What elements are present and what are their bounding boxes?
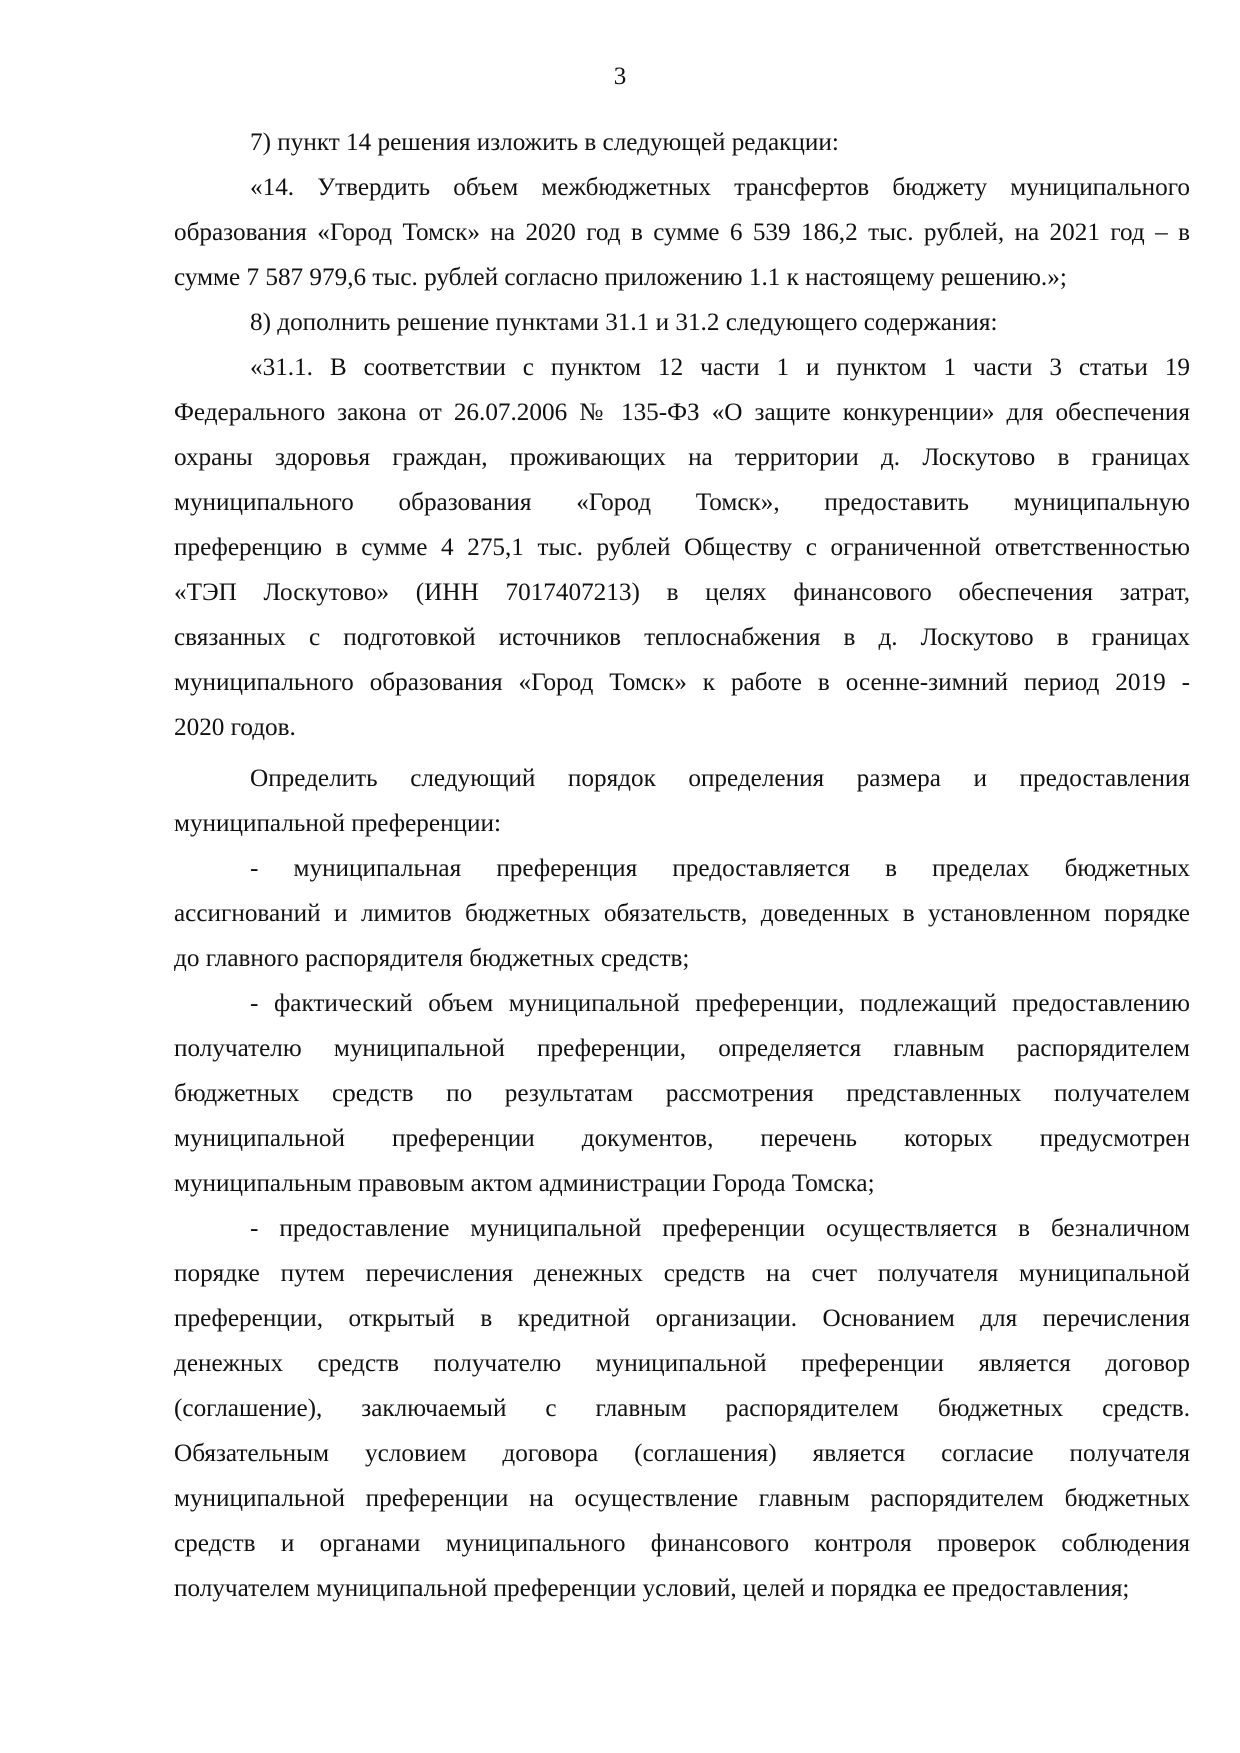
list-item-actual-volume: [174, 981, 1190, 1206]
text-line: Федерального закона от 26.07.2006 № 135-ФЗ «О защите конкуренции» для обеспечения: [174, 399, 1190, 426]
text-line: образования «Город Томск» на 2020 год в сумме 6 539 186,2 тыс. рублей, на 2021 год – в: [174, 219, 1190, 246]
text-line: преференции, открытый в кредитной организации. Основанием для перечисления: [174, 1305, 1190, 1332]
paragraph-item-7: [174, 120, 1190, 165]
text-line: - фактический объем муниципальной преференции, подлежащий предоставлению: [250, 990, 1190, 1017]
paragraph-item-8: [174, 300, 1190, 345]
text-line: получателем муниципальной преференции условий, целей и порядка ее предоставления;: [174, 1575, 1130, 1602]
text-line: «ТЭП Лоскутово» (ИНН 7017407213) в целях финансового обеспечения затрат,: [174, 579, 1190, 606]
text-line: связанных с подготовкой источников теплоснабжения в д. Лоскутово в границах: [174, 624, 1190, 651]
text-line: до главного распорядителя бюджетных средств;: [174, 945, 690, 972]
text-line: муниципального образования «Город Томск» к работе в осенне-зимний период 2019 -: [174, 669, 1190, 696]
text-line: преференцию в сумме 4 275,1 тыс. рублей Обществу с ограниченной ответственностью: [174, 534, 1190, 561]
text-line: денежных средств получателю муниципальной преференции является договор: [174, 1350, 1190, 1377]
text-line: 8) дополнить решение пунктами 31.1 и 31.2 следующего содержания:: [250, 309, 998, 336]
text-line: получателю муниципальной преференции, определяется главным распорядителем: [174, 1035, 1190, 1062]
text-line: «14. Утвердить объем межбюджетных трансфертов бюджету муниципального: [250, 174, 1190, 201]
text-line: муниципальной преференции:: [174, 810, 501, 837]
list-item-provision: [174, 1206, 1190, 1611]
text-line: муниципального образования «Город Томск», предоставить муниципальную: [174, 489, 1190, 516]
text-line: Обязательным условием договора (соглашения) является согласие получателя: [174, 1440, 1190, 1467]
text-line: - предоставление муниципальной преференции осуществляется в безналичном: [250, 1215, 1190, 1242]
text-line: средств и органами муниципального финансового контроля проверок соблюдения: [174, 1530, 1190, 1557]
text-line: муниципальной преференции на осуществление главным распорядителем бюджетных: [174, 1485, 1190, 1512]
text-line: ассигнований и лимитов бюджетных обязательств, доведенных в установленном порядке: [174, 900, 1190, 927]
text-line: 7) пункт 14 решения изложить в следующей редакции:: [250, 129, 839, 156]
paragraph-item-31-1: [174, 345, 1190, 750]
text-line: (соглашение), заключаемый с главным распорядителем бюджетных средств.: [174, 1395, 1190, 1422]
text-line: Определить следующий порядок определения размера и предоставления: [250, 765, 1190, 792]
text-line: - муниципальная преференция предоставляется в пределах бюджетных: [250, 855, 1190, 882]
text-line: порядке путем перечисления денежных средств на счет получателя муниципальной: [174, 1260, 1190, 1287]
text-line: бюджетных средств по результатам рассмотрения представленных получателем: [174, 1080, 1190, 1107]
document-body: [174, 120, 1190, 1611]
page-number: 3: [613, 63, 627, 90]
text-line: сумме 7 587 979,6 тыс. рублей согласно приложению 1.1 к настоящему решению.»;: [174, 264, 1067, 291]
paragraph-procedure-intro: [174, 756, 1190, 846]
text-line: «31.1. В соответствии с пунктом 12 части 1 и пунктом 1 части 3 статьи 19: [250, 354, 1190, 381]
text-line: 2020 годов.: [174, 714, 296, 741]
text-line: охраны здоровья граждан, проживающих на территории д. Лоскутово в границах: [174, 444, 1190, 471]
list-item-limits: [174, 846, 1190, 981]
paragraph-item-14-quote: [174, 165, 1190, 300]
text-line: муниципальной преференции документов, перечень которых предусмотрен: [174, 1125, 1190, 1152]
text-line: муниципальным правовым актом администрации Города Томска;: [174, 1170, 875, 1197]
